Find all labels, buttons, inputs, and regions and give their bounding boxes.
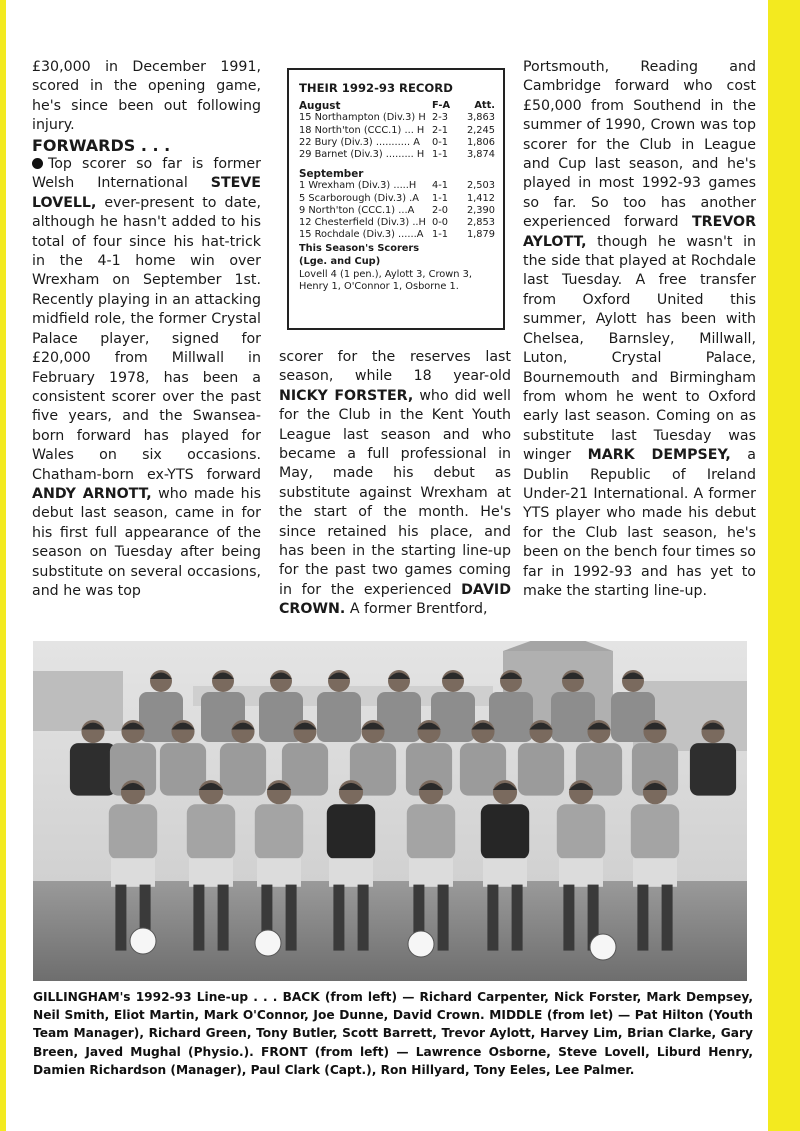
result-match: 22 Bury (Div.3) ........... A bbox=[299, 136, 420, 148]
forwards-paragraph: Top scorer so far is former Welsh International STEVE LOVELL, ever-present to date, although he hasn't added to his total of four since his hat-trick in the 4-1 home win over Wrexham on September 1st. Recently playing in an attacking midfield role, the former Crystal Palace player, signed for £20,000 from Millwall in February 1978, has been a consistent scorer over the past five years, and the Swansea-born forward has played for Wales on six occasions. Chatham-born ex-YTS forward ANDY ARNOTT, who made his debut last season, came in for his first full appearance of the season on Tuesday after being substitute on several occasions, and he was top bbox=[32, 156, 261, 599]
scorers-list: Lovell 4 (1 pen.), Aylott 3, Crown 3, Henry 1, O'Connor 1, Osborne 1. bbox=[299, 268, 472, 293]
article-column-2 bbox=[279, 348, 511, 620]
result-match: 18 North'ton (CCC.1) ... H bbox=[299, 124, 425, 136]
september-results bbox=[299, 180, 495, 241]
result-row bbox=[299, 217, 495, 229]
result-row bbox=[299, 229, 495, 241]
article-column-1 bbox=[32, 58, 261, 601]
result-att: 2,390 bbox=[466, 204, 495, 216]
result-fa: 0-0 bbox=[432, 217, 449, 229]
result-fa: 2-3 bbox=[432, 112, 449, 124]
player-name: ANDY ARNOTT, bbox=[32, 485, 152, 502]
magazine-page bbox=[6, 0, 768, 1131]
column-2-paragraph: scorer for the reserves last season, while 18 year-old NICKY FORSTER, who did well for the Club in the Kent Youth League last season and who became a full professional in May, made his debut as substitute against Wrexham at the start of the month. He's since retained his place, and has been in the starting line-up for the past two games coming in for the experienced DAVID CROWN. A former Brentford, bbox=[279, 349, 511, 618]
result-fa: 0-1 bbox=[432, 136, 449, 148]
result-att: 2,503 bbox=[466, 180, 495, 192]
result-match: 5 Scarborough (Div.3) .A bbox=[299, 192, 419, 204]
player-name: TREVOR AYLOTT, bbox=[523, 214, 756, 250]
forwards-heading: FORWARDS . . . bbox=[32, 135, 171, 155]
player-name: NICKY FORSTER, bbox=[279, 387, 414, 404]
bullet-icon bbox=[32, 158, 43, 169]
result-att: 1,806 bbox=[466, 136, 495, 148]
august-results bbox=[299, 112, 495, 161]
player-name: MARK DEMPSEY, bbox=[587, 447, 731, 464]
month-label: August bbox=[299, 100, 341, 113]
result-match: 12 Chesterfield (Div.3) ..H bbox=[299, 217, 426, 229]
record-title: THEIR 1992-93 RECORD bbox=[299, 81, 453, 95]
column-3-paragraph: Portsmouth, Reading and Cambridge forward who cost £50,000 from Southend in the summer of 1990, Crown was top scorer for the Club in League and Cup last season, and he's played in most 1992-93 games so far. So too has another experienced forward TREVOR AYLOTT, though he wasn't in the side that played at Rochdale last Tuesday. A free transfer from Oxford United this summer, Aylott has been with Chelsea, Barnsley, Millwall, Luton, Crystal Palace, Bournemouth and Birmingham from whom he went to Oxford early last season. Coming on as substitute last Tuesday was winger MARK DEMPSEY, a Dublin Republic of Ireland Under-21 International. A former YTS player who made his debut for the Club last season, he's been on the bench four times so far in 1992-93 and has yet to make the starting line-up. bbox=[523, 59, 756, 599]
result-match: 9 North'ton (CCC.1) ...A bbox=[299, 204, 415, 216]
result-fa: 1-1 bbox=[432, 192, 449, 204]
result-att: 2,853 bbox=[466, 217, 495, 229]
result-fa: 2-0 bbox=[432, 204, 449, 216]
result-row bbox=[299, 112, 495, 124]
month-label: September bbox=[299, 168, 364, 181]
result-match: 29 Barnet (Div.3) ......... H bbox=[299, 149, 425, 161]
result-row bbox=[299, 137, 495, 149]
intro-paragraph: £30,000 in December 1991, scored in the opening game, he's since been out following injury. bbox=[32, 59, 261, 134]
result-att: 3,874 bbox=[466, 149, 495, 161]
fa-header: F-A bbox=[432, 100, 451, 112]
record-header-row bbox=[299, 100, 495, 112]
player-name: STEVE LOVELL, bbox=[32, 175, 261, 211]
result-fa: 1-1 bbox=[432, 149, 449, 161]
team-photo bbox=[33, 641, 747, 981]
team-photo-image bbox=[33, 641, 747, 981]
result-att: 2,245 bbox=[466, 124, 495, 136]
result-row bbox=[299, 193, 495, 205]
scorers-title: This Season's Scorers (Lge. and Cup) bbox=[299, 243, 420, 267]
att-header: Att. bbox=[474, 100, 495, 112]
result-fa: 1-1 bbox=[432, 229, 449, 241]
result-row bbox=[299, 180, 495, 192]
result-att: 1,879 bbox=[466, 229, 495, 241]
result-match: 15 Northampton (Div.3) H bbox=[299, 112, 426, 124]
result-row bbox=[299, 125, 495, 137]
article-column-3 bbox=[523, 58, 756, 601]
result-match: 15 Rochdale (Div.3) ......A bbox=[299, 229, 424, 241]
result-match: 1 Wrexham (Div.3) .....H bbox=[299, 180, 417, 192]
photo-caption: GILLINGHAM's 1992-93 Line-up . . . BACK (from left) — Richard Carpenter, Nick Forster, Mark Dempsey, Neil Smith, Eliot Martin, Mark O'Connor, Joe Dunne, David Crown. MIDDLE (from let) — Pat Hilton (Youth Team Manager), Richard Green, Tony Butler, Scott Barrett, Trevor Aylott, Harvey Lim, Brian Clarke, Gary Breen, Javed Mughal (Physio.). FRONT (from left) — Lawrence Osborne, Steve Lovell, Liburd Henry, Damien Richardson (Manager), Paul Clark (Capt.), Ron Hillyard, Tony Eeles, Lee Palmer. bbox=[33, 990, 753, 1077]
result-att: 3,863 bbox=[466, 112, 495, 124]
result-row bbox=[299, 149, 495, 161]
result-fa: 2-1 bbox=[432, 124, 449, 136]
player-name: DAVID CROWN. bbox=[279, 581, 511, 618]
result-row bbox=[299, 205, 495, 217]
result-att: 1,412 bbox=[466, 192, 495, 204]
season-record-box bbox=[287, 68, 505, 330]
result-fa: 4-1 bbox=[432, 180, 449, 192]
